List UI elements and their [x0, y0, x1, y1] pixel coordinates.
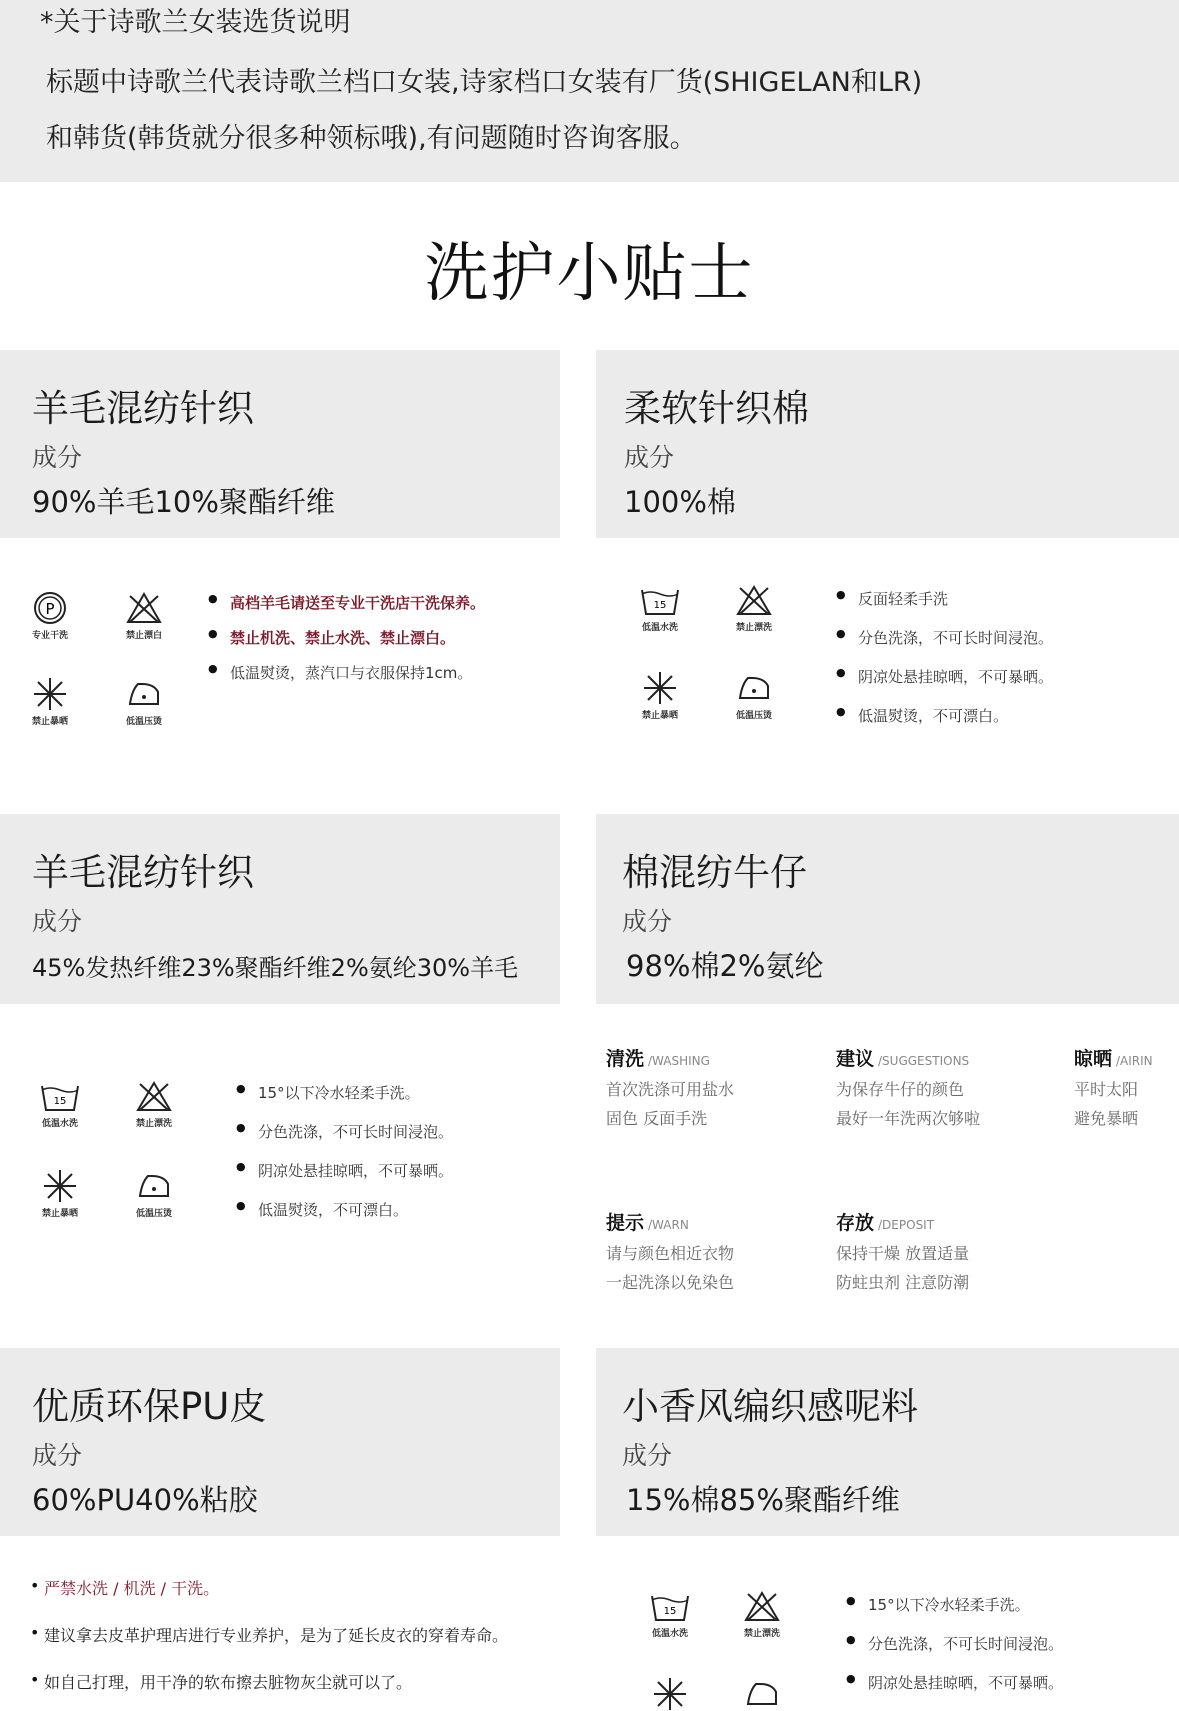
composition-label: 成分 — [622, 1441, 673, 1470]
no-sun-icon: 禁止暴晒 — [636, 670, 684, 721]
composition-label: 成分 — [624, 443, 675, 472]
care-item: ● 15°以下冷水轻柔手洗。 — [846, 1594, 1063, 1615]
care-item: • 建议拿去皮革护理店进行专业养护，是为了延长皮衣的穿着寿命。 — [30, 1623, 508, 1646]
svg-text:15: 15 — [663, 1606, 677, 1617]
care-item: ● 分色洗涤，不可长时间浸泡。 — [236, 1121, 453, 1142]
no-sun-icon: 禁止暴晒 — [36, 1168, 84, 1219]
fabric-card-pu-leather — [0, 1348, 560, 1536]
care-item: ● 高档羊毛请送至专业干洗店干洗保养。 — [208, 592, 485, 613]
low-water-wash-icon: 15 低温水洗 — [636, 584, 684, 633]
care-list-1 — [208, 592, 485, 697]
notice-title: *关于诗歌兰女装选货说明 — [40, 7, 351, 38]
no-sun-icon — [646, 1676, 694, 1710]
care-list-6 — [846, 1594, 1063, 1711]
notice-line-2: 和韩货(韩货就分很多种领标哦),有问题随时咨询客服。 — [46, 123, 697, 154]
care-item: ● 15°以下冷水轻柔手洗。 — [236, 1082, 453, 1103]
care-list-pu — [30, 1576, 508, 1693]
care-list-3 — [236, 1082, 453, 1238]
svg-text:15: 15 — [53, 1096, 67, 1107]
composition-label: 成分 — [622, 907, 673, 936]
low-iron-icon: 低温压烫 — [120, 676, 168, 727]
care-item: ● 分色洗涤，不可长时间浸泡。 — [846, 1633, 1063, 1654]
low-water-wash-icon: 15 低温水洗 — [36, 1080, 84, 1129]
care-item: • 如自己打理，用干净的软布擦去脏物灰尘就可以了。 — [30, 1670, 508, 1693]
composition-label: 成分 — [32, 443, 83, 472]
composition-value: 60%PU40%粘胶 — [32, 1483, 258, 1517]
care-item: ● 低温熨烫，蒸汽口与衣服保持1cm。 — [208, 662, 485, 683]
fabric-card-wool-2 — [0, 814, 560, 1004]
fabric-card-denim — [596, 814, 1179, 1004]
fabric-name: 柔软针织棉 — [624, 387, 809, 430]
fabric-name: 优质环保PU皮 — [32, 1385, 267, 1428]
composition-label: 成分 — [32, 907, 83, 936]
low-iron-icon: 低温压烫 — [730, 670, 778, 721]
fabric-name: 羊毛混纺针织 — [32, 387, 254, 430]
low-iron-icon: 低温压烫 — [130, 1168, 178, 1219]
tip-washing: 清洗 /WASHING 首次洗涤可用盐水 固色 反面手洗 — [606, 1048, 735, 1128]
no-bleach-icon: 禁止漂洗 — [130, 1080, 178, 1129]
composition-value: 100%棉 — [624, 485, 736, 519]
care-item: ● 低温熨烫，不可漂白。 — [236, 1199, 453, 1220]
care-item: ● 分色洗涤，不可长时间浸泡。 — [836, 627, 1053, 648]
low-water-wash-icon: 15 低温水洗 — [646, 1590, 694, 1639]
care-item: ● 阴凉处悬挂晾晒，不可暴晒。 — [846, 1672, 1063, 1693]
care-item: ● 阴凉处悬挂晾晒，不可暴晒。 — [836, 666, 1053, 687]
tip-warn: 提示 /WARN 请与颜色相近衣物 一起洗涤以免染色 — [606, 1212, 735, 1292]
svg-text:P: P — [45, 600, 55, 618]
composition-value: 15%棉85%聚酯纤维 — [626, 1483, 900, 1517]
composition-value: 45%发热纤维23%聚酯纤维2%氨纶30%羊毛 — [32, 954, 519, 982]
fabric-card-tweed — [596, 1348, 1179, 1536]
care-item: ● 阴凉处悬挂晾晒，不可暴晒。 — [236, 1160, 453, 1181]
no-bleach-icon: 禁止漂洗 — [730, 584, 778, 633]
tip-airing: 晾晒 /AIRIN 平时太阳 避免暴晒 — [1074, 1048, 1153, 1128]
notice-section — [0, 0, 1179, 182]
care-item: • 严禁水洗 / 机洗 / 干洗。 — [30, 1576, 508, 1599]
fabric-card-wool-1 — [0, 350, 560, 538]
fabric-name: 棉混纺牛仔 — [622, 851, 807, 894]
low-iron-icon — [738, 1676, 786, 1710]
fabric-card-cotton-knit — [596, 350, 1179, 538]
composition-value: 90%羊毛10%聚酯纤维 — [32, 485, 335, 519]
fabric-name: 小香风编织感呢料 — [622, 1385, 918, 1428]
no-sun-icon: 禁止暴晒 — [26, 676, 74, 727]
fabric-name: 羊毛混纺针织 — [32, 851, 254, 894]
composition-label: 成分 — [32, 1441, 83, 1470]
care-item: ● 禁止机洗、禁止水洗、禁止漂白。 — [208, 627, 485, 648]
dry-clean-icon: P 专业干洗 — [26, 590, 74, 641]
care-item: ● 反面轻柔手洗 — [836, 588, 1053, 609]
tip-deposit: 存放 /DEPOSIT 保持干燥 放置适量 防蛀虫剂 注意防潮 — [836, 1212, 970, 1292]
composition-value: 98%棉2%氨纶 — [626, 949, 824, 983]
no-bleach-icon: 禁止漂白 — [120, 590, 168, 641]
notice-line-1: 标题中诗歌兰代表诗歌兰档口女装,诗家档口女装有厂货(SHIGELAN和LR) — [46, 67, 923, 98]
page-title: 洗护小贴士 — [424, 237, 755, 311]
tip-suggestions: 建议 /SUGGESTIONS 为保存牛仔的颜色 最好一年洗两次够啦 — [836, 1048, 981, 1128]
no-bleach-icon: 禁止漂洗 — [738, 1590, 786, 1639]
care-list-2 — [836, 588, 1053, 744]
svg-text:15: 15 — [653, 600, 667, 611]
care-item: ● 低温熨烫，不可漂白。 — [836, 705, 1053, 726]
